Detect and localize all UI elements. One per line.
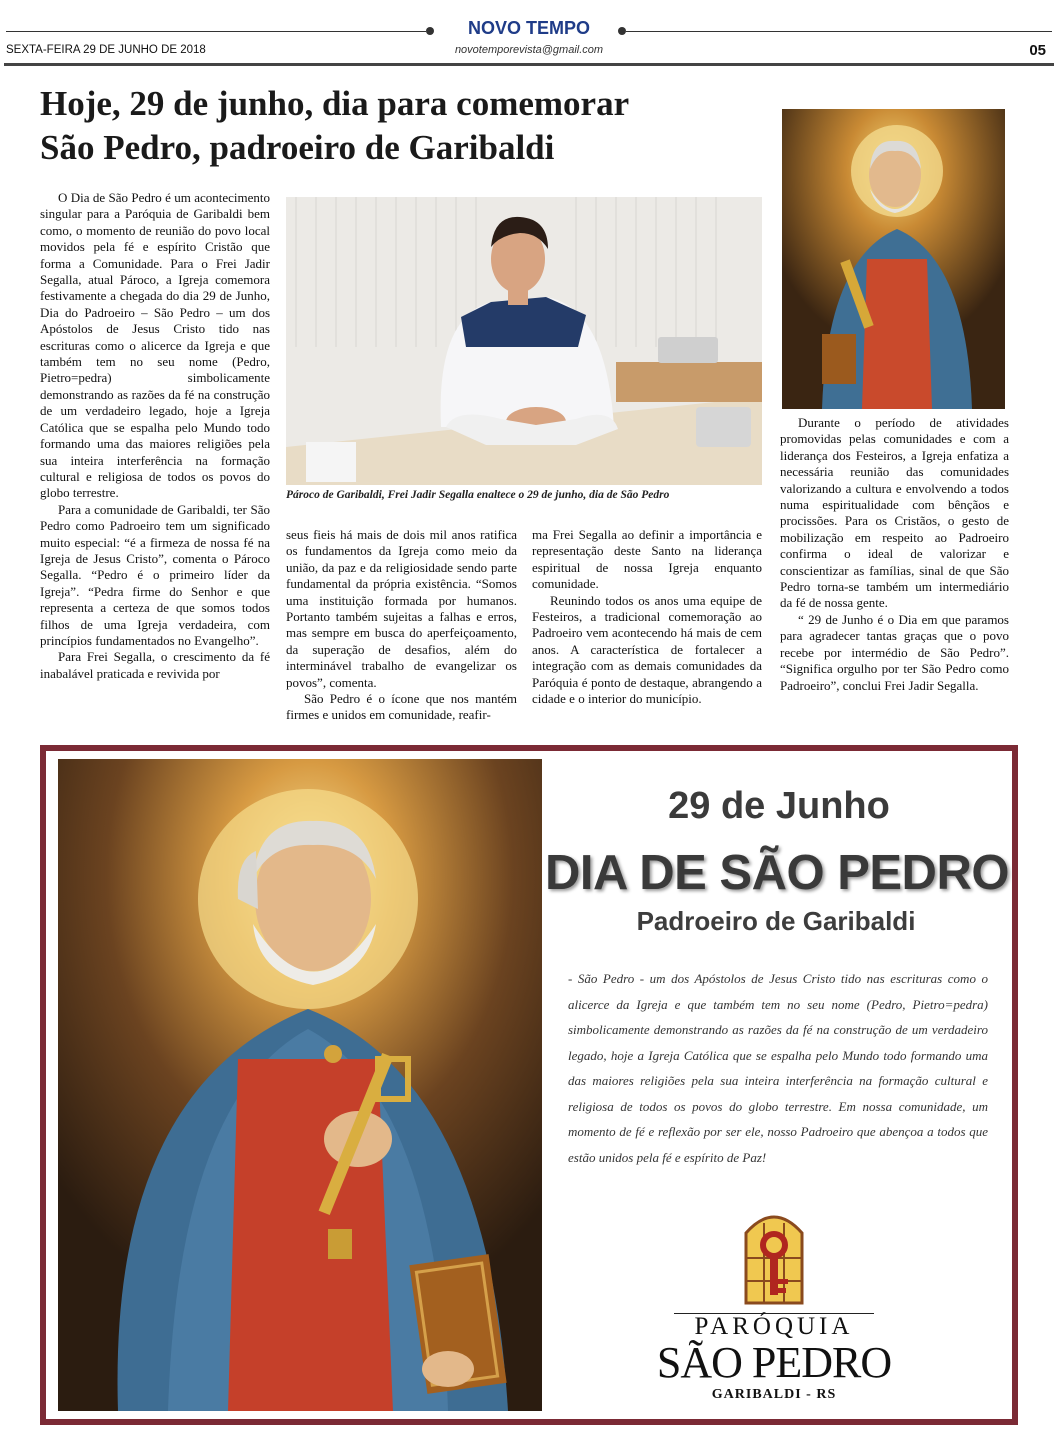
paragraph: ma Frei Segalla ao definir a importância e representação deste Santo na liderança espiritual de nossa Igreja enquanto comunidade. [532, 527, 762, 592]
banner-quote: - São Pedro - um dos Apóstolos de Jesus Cristo tido nas escrituras como o alicerce da Igreja e que também tem no seu nome (Pedro, Pietro=pedra) simbolicamente demonstrando as razões da fé na construção de um verdadeiro legado, hoje a Igreja Católica que se espalha pelo Mundo todo formando uma das maiores religiões pela sua inteira interferência na formação cultural e religiosa de todos os povos do globo terrestre. Em nossa comunidade, um momento de fé e reflexão por ser ele, nosso Padroeiro que abençoa a todos que estão unidos pela fé e espírito de Paz! [568, 971, 988, 1165]
saint-peter-large-image [58, 759, 542, 1411]
page-number: 05 [1029, 42, 1046, 59]
key-window-icon [654, 1203, 894, 1313]
issue-date: SEXTA-FEIRA 29 DE JUNHO DE 2018 [6, 44, 206, 56]
paragraph: seus fieis há mais de dois mil anos ratifica os fundamentos da Igreja como meio da união, da paz e da religiosidade sendo parte fundamental da própria existência. “Somos uma instituição formada por humanos. Portanto também sujeitas a falhas e erros, mas sempre em busca do aperfeiçoamento, da superação de desafios, além do interminável trabalho de evangelizar os povos”, comenta. [286, 527, 517, 690]
priest-photo [286, 197, 762, 485]
article-column-4 [780, 415, 1009, 694]
article-column-3 [532, 527, 762, 707]
sao-pedro-banner [40, 745, 1018, 1425]
masthead-title: NOVO TEMPO [467, 18, 590, 38]
paroquia-sao-pedro-logo [654, 1203, 894, 1413]
paragraph: O Dia de São Pedro é um acontecimento singular para a Paróquia de Garibaldi bem como, o momento de reunião do povo local movidos pela fé e espírito Cristão que forma a Comunidade. Para o Frei Jadir Segalla, atual Pároco, a Igreja comemora festivamente a chegada do dia 29 de Junho, Dia do Padroeiro – São Pedro – um dos Apóstolos de Jesus Cristo tido nas escrituras como o alicerce da Igreja e que também tem no seu nome (Pedro, Pietro=pedra) simbolicamente demonstrando as razões da fé na construção de um verdadeiro legado, hoje a Igreja Católica que se espalha pelo Mundo todo formando uma das maiores religiões pela sua inteira interferência na formação cultural e religiosa de todos os povos do globo terrestre. [40, 190, 270, 501]
paragraph: Durante o período de atividades promovidas pelas comunidades e com a liderança dos Festeiros, a Igreja enfatiza a necessária reunião das comunidades valorizando a cultura e envolvendo a todos numa espiritualidade com bênçãos e procissões. Para os Cristãos, o gesto de mobilização em respeito ao Padroeiro confirma o ideal de valorizar e conscientizar as famílias, sinal de que São Pedro torna-se também um intermediário da fé de nossa gente. [780, 415, 1009, 611]
masthead-divider [4, 63, 1054, 66]
paragraph: Para a comunidade de Garibaldi, ter São Pedro como Padroeiro tem um significado muito especial: “é a firmeza de nossa fé na Igreja de Jesus Cristo”, comenta o Pároco Segalla. “Pedro é o primeiro líder da Igreja”. “Pedra firme do Senhor e que representa a certeza de que somos todos filhos de uma Igreja verdadeira, com princípios fundamentados no Evangelho”. [40, 501, 270, 648]
saint-peter-large-illustration [58, 759, 542, 1411]
article-column-1 [40, 190, 270, 682]
photo-caption: Pároco de Garibaldi, Frei Jadir Segalla enaltece o 29 de junho, dia de São Pedro [286, 489, 670, 501]
article-column-2 [286, 527, 517, 724]
paragraph: “ 29 de Junho é o Dia em que paramos para agradecer tantas graças que o povo recebe por intermédio de São Pedro”. “Significa orgulho por ter São Pedro como Padroeiro”, conclui Frei Jadir Segalla. [780, 611, 1009, 693]
priest-photo-image [286, 197, 762, 485]
logo-city-text: GARIBALDI - RS [711, 1387, 837, 1402]
banner-title: DIA DE SÃO PEDRO [545, 846, 1009, 900]
headline-line-1: Hoje, 29 de junho, dia para comemorar [40, 84, 630, 123]
logo-paroquia-text: PARÓQUIA [694, 1313, 854, 1340]
logo-sao-pedro-text: SÃO PEDRO [656, 1338, 892, 1387]
banner-date: 29 de Junho [668, 785, 890, 827]
masthead-rule-right [626, 31, 1052, 32]
paragraph: São Pedro é o ícone que nos mantém firmes e unidos em comunidade, reafir- [286, 691, 517, 723]
saint-peter-small-illustration [782, 109, 1005, 409]
paragraph: Reunindo todos os anos uma equipe de Festeiros, a tradicional comemoração ao Padroeiro vem acontecendo há mais de cem anos. A característica de fortalecer a integração com as demais comunidades da Paróquia é ponto de destaque, abrangendo a cidade e o interior do município. [532, 592, 762, 707]
headline-line-2: São Pedro, padroeiro de Garibaldi [40, 128, 555, 167]
banner-subtitle: Padroeiro de Garibaldi [636, 906, 916, 936]
saint-peter-small-image [782, 109, 1005, 409]
contact-email[interactable]: novotemporevista@gmail.com [454, 44, 604, 56]
paragraph: Para Frei Segalla, o crescimento da fé inabalável praticada e revivida por [40, 649, 270, 681]
article-headline [40, 82, 740, 170]
masthead-dot-right [618, 27, 626, 35]
